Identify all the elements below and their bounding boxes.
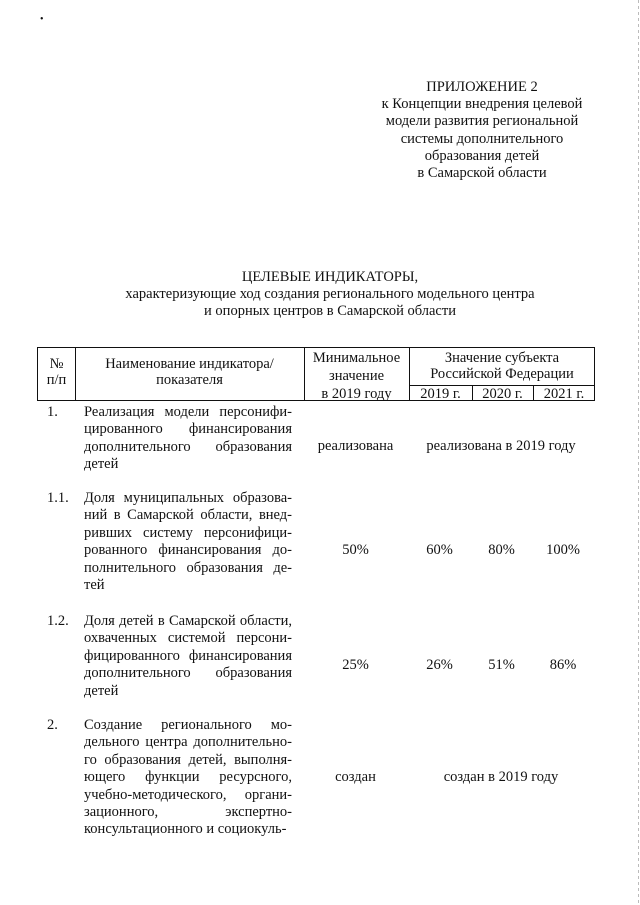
indicator-line: дополнительного образования — [84, 665, 292, 682]
table-header — [37, 347, 595, 401]
title-sub-1: характеризующие ход создания регионального модельного центра — [125, 286, 535, 303]
appendix-line: к Концепции внедрения целевой — [381, 96, 583, 113]
value-2020: 51% — [488, 657, 515, 673]
header-subject-value — [409, 350, 595, 382]
indicator-line: полнительного образования де- — [84, 559, 292, 576]
appendix-line: образования детей — [424, 147, 540, 164]
indicator-line: зационного, экспертно- — [84, 803, 292, 820]
document-title — [60, 269, 600, 321]
header-year-2019: 2019 г. — [420, 386, 461, 402]
indicator-line: Доля детей в Самарской области, — [84, 613, 292, 629]
indicator-line: тей — [84, 576, 105, 593]
value-2019: 60% — [426, 542, 453, 558]
indicator-line: Доля муниципальных образова- — [84, 490, 292, 506]
indicator-line: рованного финансирования до- — [84, 542, 292, 559]
header-min-line1: Минимальное — [312, 350, 401, 366]
title-sub-2: и опорных центров в Самарской области — [204, 303, 456, 320]
header-name-line1: Наименование индикатора/ — [105, 356, 274, 372]
indicator-line: ривших систему персонифици- — [84, 524, 292, 541]
header-name-line2: показателя — [156, 372, 223, 388]
header-num — [38, 356, 75, 388]
indicator-line: ющего функции ресурсного, — [84, 769, 292, 786]
header-num-line2: п/п — [46, 372, 67, 388]
row-num: 2. — [47, 717, 58, 733]
row-num: 1.2. — [47, 613, 69, 629]
value-2021: 86% — [549, 657, 577, 673]
indicator-line: детей — [84, 456, 119, 473]
title-main: ЦЕЛЕВЫЕ ИНДИКАТОРЫ, — [241, 269, 419, 285]
merged-value: реализована в 2019 году — [426, 438, 576, 454]
row-num: 1.1. — [47, 490, 69, 506]
indicators-table — [37, 347, 595, 838]
appendix-line: в Самарской области — [417, 165, 547, 182]
header-min-line3: в 2019 году — [321, 386, 392, 402]
indicator-line: Создание регионального мо- — [84, 717, 292, 733]
min-value: реализована — [317, 438, 394, 454]
indicator-line: фицированного финансирования — [84, 647, 292, 664]
indicator-line: учебно-методического, органи- — [84, 786, 292, 803]
row-indicator-name — [84, 613, 292, 700]
value-2020: 80% — [488, 542, 515, 558]
header-year-2021: 2021 г. — [543, 386, 585, 402]
min-value: 25% — [342, 657, 369, 673]
scan-edge-line — [638, 0, 639, 905]
header-min-line2: значение — [328, 368, 385, 384]
indicator-line: цированного финансирования — [84, 421, 292, 438]
header-subject-line1: Значение субъекта — [444, 350, 560, 366]
indicator-line: консультационного и социокуль- — [84, 821, 287, 838]
indicator-line: дельного центра дополнительно- — [84, 734, 292, 751]
min-value: создан — [335, 769, 376, 785]
header-num-line1: № — [49, 356, 64, 372]
row-indicator-name — [84, 404, 292, 474]
min-value: 50% — [342, 542, 369, 558]
appendix-line: системы дополнительного — [400, 130, 564, 147]
indicator-line: Реализация модели персонифи- — [84, 404, 292, 420]
merged-value: создан в 2019 году — [443, 769, 559, 785]
row-indicator-name — [84, 717, 292, 839]
header-year-2020: 2020 г. — [482, 386, 523, 402]
value-2021: 100% — [546, 542, 580, 558]
value-2019: 26% — [426, 657, 453, 673]
row-num: 1. — [47, 404, 58, 420]
appendix-header — [352, 79, 612, 182]
indicator-line: охваченных системой персони- — [84, 630, 292, 647]
header-min-value — [304, 350, 409, 402]
indicator-line: ний в Самарской области, внед- — [84, 507, 292, 524]
header-subject-line2: Российской Федерации — [430, 366, 574, 382]
row-indicator-name — [84, 490, 292, 594]
header-name — [75, 356, 304, 388]
indicator-line: дополнительного образования — [84, 438, 292, 455]
indicator-line: го образования детей, выполня- — [84, 751, 292, 768]
indicator-line: детей — [84, 682, 119, 699]
appendix-line: модели развития региональной — [385, 113, 579, 130]
scan-speck: • — [40, 14, 44, 25]
appendix-line: ПРИЛОЖЕНИЕ 2 — [426, 79, 538, 95]
